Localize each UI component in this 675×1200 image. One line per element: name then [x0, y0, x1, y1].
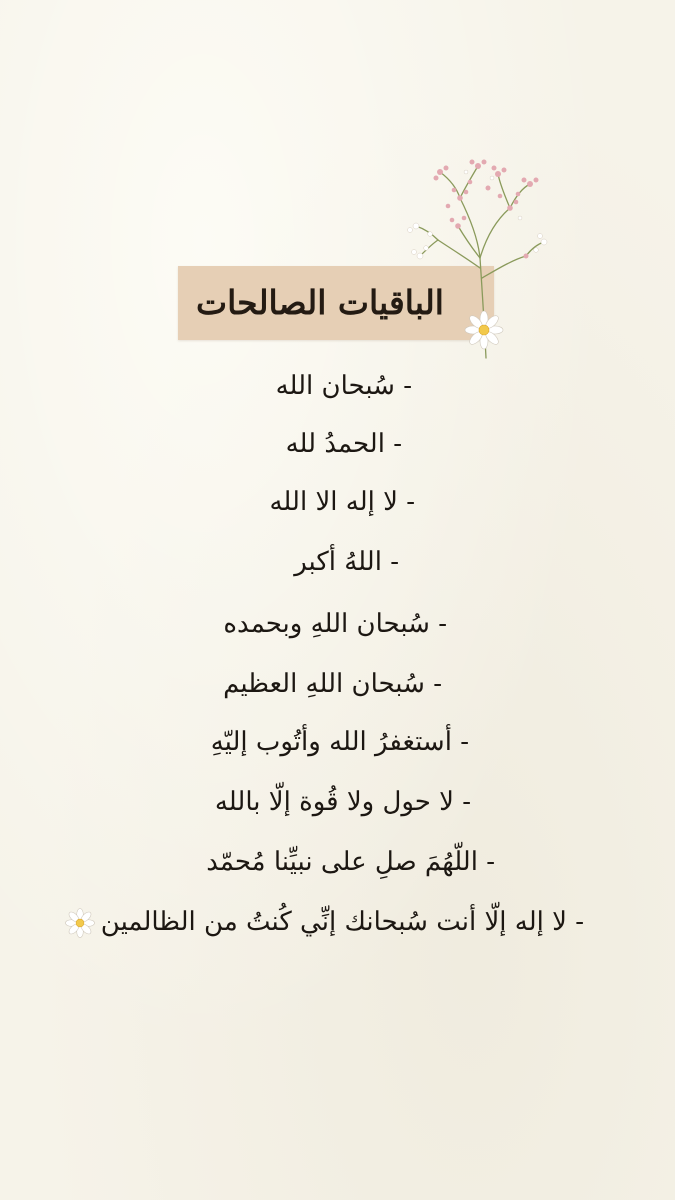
- dhikr-line: - اللّهُمَ صلِ على نبيِّنا مُحمّد: [206, 847, 495, 877]
- dhikr-line: - اللهُ أكبر: [294, 547, 399, 577]
- dhikr-line: - لا حول ولا قُوة إلّا بالله: [214, 787, 471, 817]
- dhikr-line: - لا إله الا الله: [269, 487, 415, 517]
- dhikr-line: - الحمدُ لله: [285, 429, 402, 459]
- page-title: الباقيات الصالحات: [196, 283, 444, 322]
- dhikr-line: - سُبحان اللهِ وبحمده: [223, 609, 447, 639]
- dhikr-line-last: [65, 902, 584, 942]
- dhikr-line: - سُبحان الله: [275, 371, 412, 401]
- daisy-icon: [65, 908, 95, 938]
- dhikr-line: - أستغفرُ الله وأتُوب إليّهِ: [210, 727, 469, 757]
- dhikr-line-text: - لا إله إلّا أنت سُبحانك إنِّي كُنتُ من الظالمين: [100, 907, 584, 937]
- dhikr-line: - سُبحان اللهِ العظيم: [223, 669, 442, 699]
